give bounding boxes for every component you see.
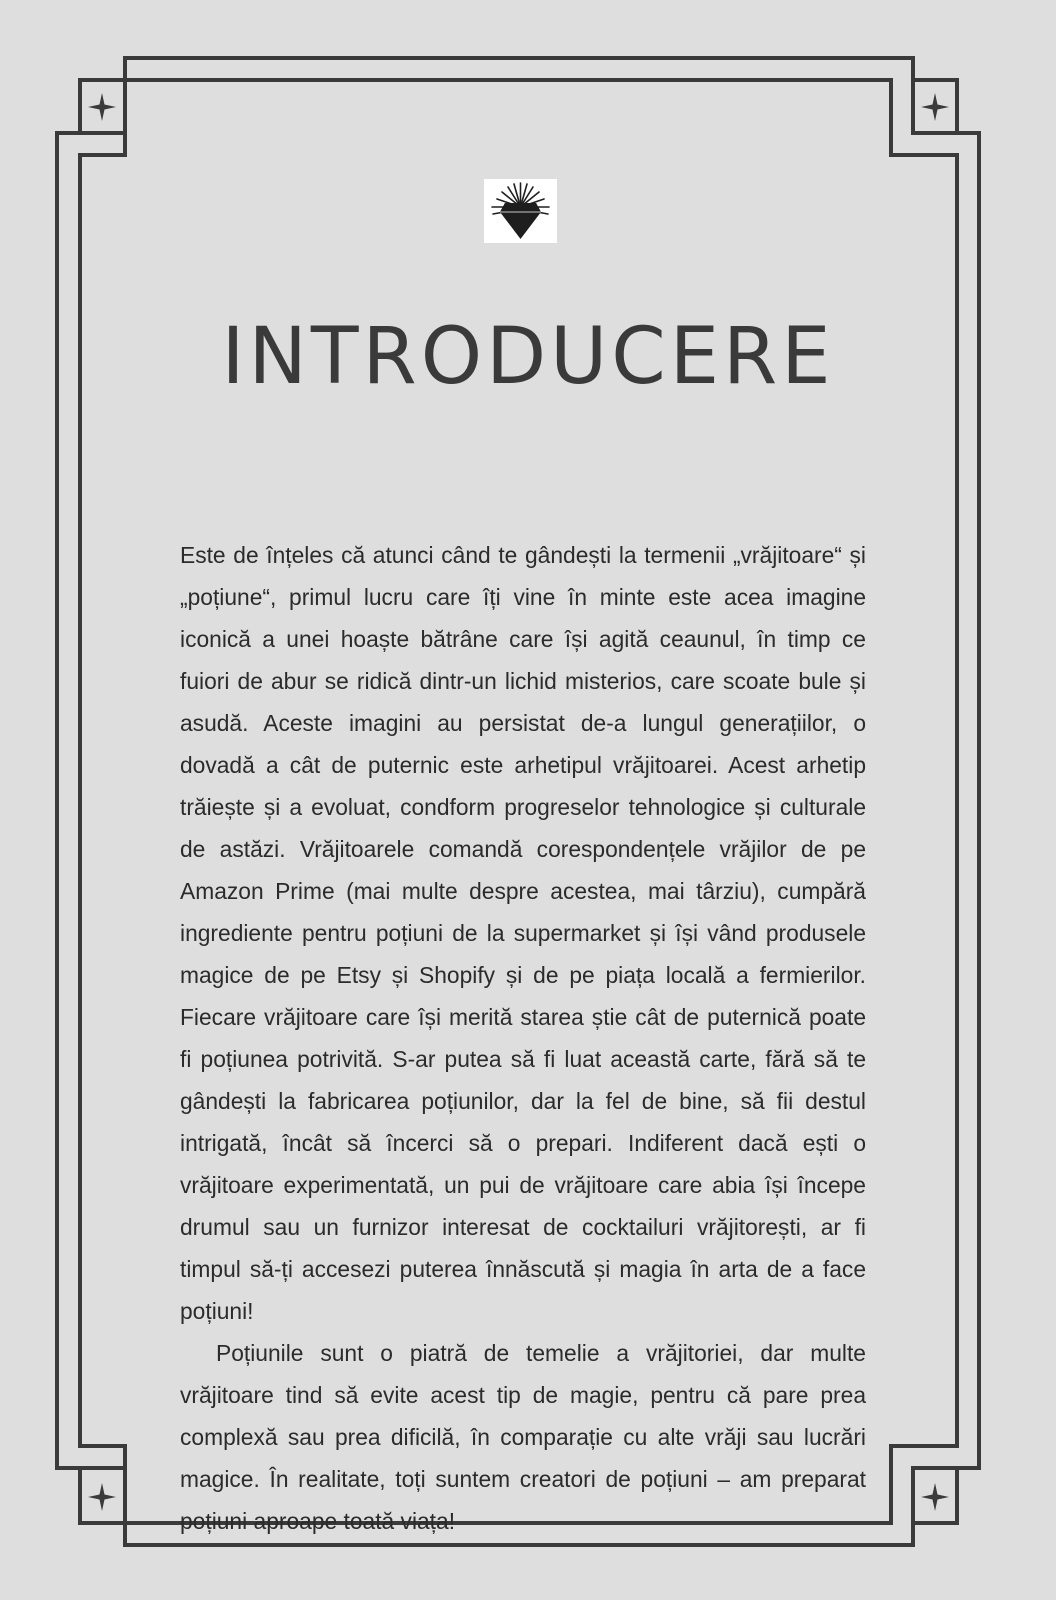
paragraph: Poțiunile sunt o piatră de temelie a vrăjitoriei, dar multe vrăjitoare tind să evite acest tip de magie, pentru că pare prea complexă sau prea dificilă, în comparație cu alte vrăji sau lucrări magice. În realitate, toți suntem creatori de poțiuni – am preparat poțiuni aproape toată viața! bbox=[180, 1340, 866, 1534]
four-point-star-icon bbox=[85, 90, 119, 124]
four-point-star-icon bbox=[918, 1480, 952, 1514]
body-text bbox=[180, 534, 866, 1542]
page-title: INTRODUCERE bbox=[221, 312, 835, 402]
four-point-star-icon bbox=[918, 90, 952, 124]
crystal-sunburst-icon bbox=[484, 179, 557, 243]
four-point-star-icon bbox=[85, 1480, 119, 1514]
paragraph: Este de înțeles că atunci când te gândești la termenii „vrăjitoare“ și „poțiune“, primul lucru care îți vine în minte este acea imagine iconică a unei hoaște bătrâne care își agită ceaunul, în timp ce fuiori de abur se ridică dintr-un lichid misterios, care scoate bule și asudă. Aceste imagini au persistat de-a lungul generațiilor, o dovadă a cât de puternic este arhetipul vrăjitoarei. Acest arhetip trăiește și a evoluat, condform progreselor tehnologice și culturale de astăzi. Vrăjitoarele comandă corespondențele vrăjilor de pe Amazon Prime (mai multe despre acestea, mai târziu), cumpără ingrediente pentru poțiuni de la supermarket și își vând produsele magice de pe Etsy și Shopify și de pe piața locală a fermierilor. Fiecare vrăjitoare care își merită starea știe cât de puternică poate fi poțiunea potrivită. S-ar putea să fi luat această carte, fără să te gândești la fabricarea poțiunilor, dar la fel de bine, să fii destul intrigată, încât să încerci să o prepari. Indiferent dacă ești o vrăjitoare experimentată, un pui de vrăjitoare care abia își începe drumul sau un furnizor interesat de cocktailuri vrăjitorești, ar fi timpul să-ți accesezi puterea înnăscută și magia în arta de a face poțiuni! bbox=[180, 542, 866, 1324]
